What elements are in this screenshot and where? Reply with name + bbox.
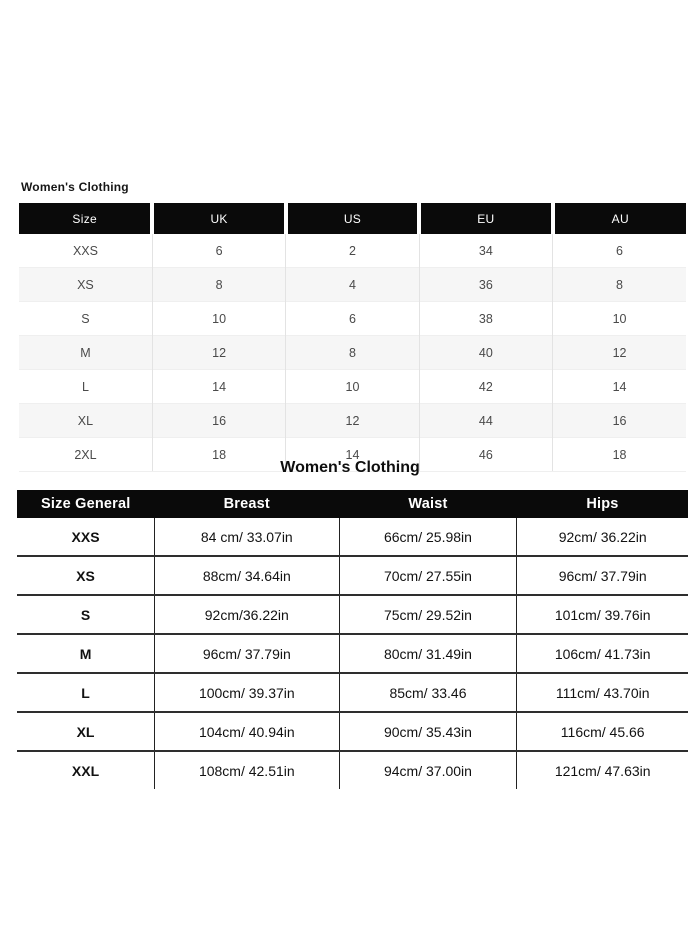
table-row: [19, 336, 686, 370]
size-conversion-table: [19, 203, 686, 472]
size-cell: 2XL: [19, 438, 152, 472]
eu-cell: 46: [419, 438, 552, 472]
us-cell: 2: [286, 234, 419, 268]
column-header-eu: EU: [419, 203, 552, 234]
us-cell: 10: [286, 370, 419, 404]
size-conversion-header: [19, 203, 686, 234]
breast-cell: 92cm/36.22in: [155, 595, 340, 634]
us-cell: 4: [286, 268, 419, 302]
column-header-au: AU: [553, 203, 686, 234]
us-cell: 12: [286, 404, 419, 438]
uk-cell: 10: [152, 302, 285, 336]
table-row: [19, 370, 686, 404]
eu-cell: 44: [419, 404, 552, 438]
eu-cell: 40: [419, 336, 552, 370]
breast-cell: 100cm/ 39.37in: [155, 673, 340, 712]
size-cell: M: [19, 336, 152, 370]
table-row: [19, 302, 686, 336]
uk-cell: 12: [152, 336, 285, 370]
hips-cell: 96cm/ 37.79in: [517, 556, 688, 595]
size-cell: XL: [19, 404, 152, 438]
table-row: [17, 595, 688, 634]
column-header-breast: Breast: [155, 490, 340, 518]
eu-cell: 42: [419, 370, 552, 404]
breast-cell: 84 cm/ 33.07in: [155, 518, 340, 556]
size-cell: L: [17, 673, 155, 712]
table-row: [19, 404, 686, 438]
uk-cell: 14: [152, 370, 285, 404]
au-cell: 18: [553, 438, 686, 472]
table-row: [17, 518, 688, 556]
header-row: [17, 490, 688, 518]
eu-cell: 36: [419, 268, 552, 302]
au-cell: 6: [553, 234, 686, 268]
size-cell: XXL: [17, 751, 155, 789]
table-row: [19, 234, 686, 268]
table-row: [17, 751, 688, 789]
size-cell: M: [17, 634, 155, 673]
measurements-table-title: Women's Clothing: [280, 459, 420, 476]
table-row: [19, 268, 686, 302]
size-cell: S: [19, 302, 152, 336]
breast-cell: 108cm/ 42.51in: [155, 751, 340, 789]
waist-cell: 85cm/ 33.46: [339, 673, 517, 712]
measurements-header: [17, 490, 688, 518]
size-cell: L: [19, 370, 152, 404]
au-cell: 16: [553, 404, 686, 438]
size-cell: S: [17, 595, 155, 634]
table-row: [17, 556, 688, 595]
eu-cell: 38: [419, 302, 552, 336]
waist-cell: 75cm/ 29.52in: [339, 595, 517, 634]
column-header-size: Size: [19, 203, 152, 234]
hips-cell: 92cm/ 36.22in: [558, 528, 647, 545]
breast-cell: 104cm/ 40.94in: [155, 712, 340, 751]
measurements-table: [17, 490, 688, 789]
hips-cell: 111cm/ 43.70in: [517, 673, 688, 712]
hips-cell: 106cm/ 41.73in: [517, 634, 688, 673]
table-row: [17, 673, 688, 712]
au-cell: 10: [553, 302, 686, 336]
uk-cell: 18: [152, 438, 285, 472]
size-conversion-caption: Women's Clothing: [21, 180, 129, 194]
hips-cell: 116cm/ 45.66: [517, 712, 688, 751]
waist-cell: 90cm/ 35.43in: [339, 712, 517, 751]
au-cell: 8: [553, 268, 686, 302]
breast-cell: 96cm/ 37.79in: [155, 634, 340, 673]
table-row: [17, 634, 688, 673]
column-header-hips: Hips: [517, 490, 688, 518]
header-row: [19, 203, 686, 234]
au-cell: 12: [553, 336, 686, 370]
hips-cell: 121cm/ 47.63in: [517, 751, 688, 789]
size-cell: XS: [17, 556, 155, 595]
waist-cell: 66cm/ 25.98in: [339, 518, 517, 556]
uk-cell: 8: [152, 268, 285, 302]
breast-cell: 88cm/ 34.64in: [155, 556, 340, 595]
column-header-uk: UK: [152, 203, 285, 234]
waist-cell: 70cm/ 27.55in: [339, 556, 517, 595]
waist-cell: 94cm/ 37.00in: [339, 751, 517, 789]
eu-cell: 34: [419, 234, 552, 268]
table-row: [17, 712, 688, 751]
us-cell: 8: [286, 336, 419, 370]
size-cell: XXS: [72, 243, 98, 258]
uk-cell: 16: [152, 404, 285, 438]
column-header-us: US: [286, 203, 419, 234]
au-cell: 14: [553, 370, 686, 404]
size-cell: XS: [19, 268, 152, 302]
waist-cell: 80cm/ 31.49in: [339, 634, 517, 673]
uk-cell: 6: [152, 234, 285, 268]
us-cell: 6: [286, 302, 419, 336]
size-cell: XL: [17, 712, 155, 751]
us-cell: 14: [286, 438, 419, 472]
column-header-size-general: Size General: [17, 490, 155, 518]
hips-cell: 101cm/ 39.76in: [517, 595, 688, 634]
column-header-waist: Waist: [339, 490, 517, 518]
size-cell: XXS: [17, 518, 155, 556]
